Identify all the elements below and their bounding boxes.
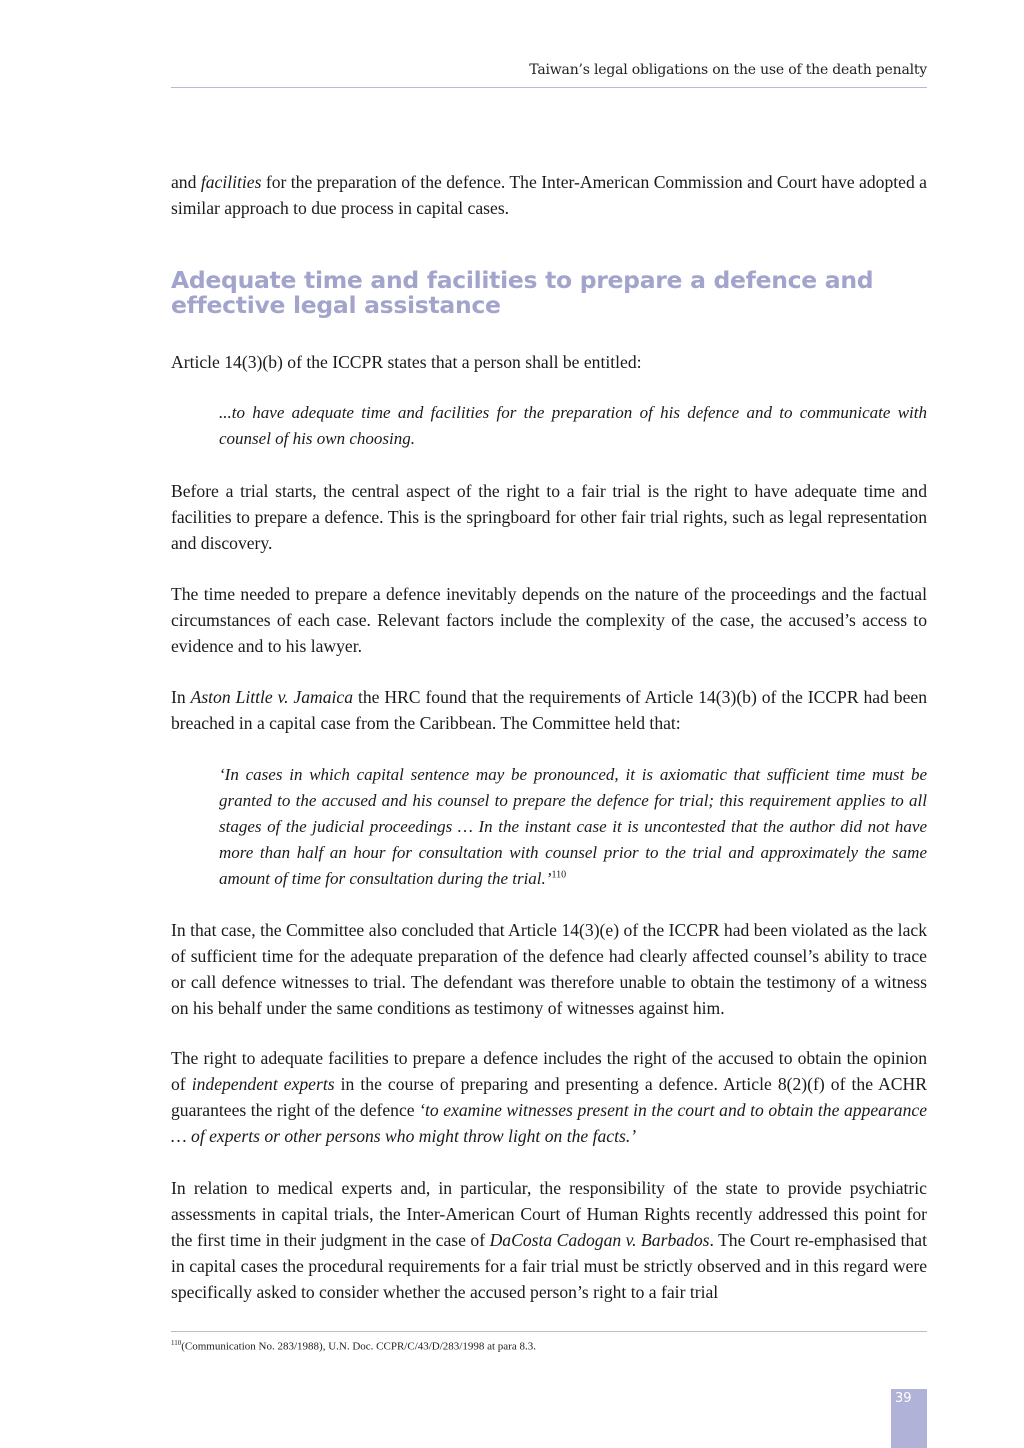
- section-heading: Adequate time and facilities to prepare a defence and effective legal assistance: [171, 266, 874, 319]
- page-number-tab: [891, 1389, 927, 1448]
- page-number: 39: [895, 1391, 912, 1406]
- footnote-110: [171, 1339, 927, 1353]
- emphasis-text: facilities: [200, 172, 262, 192]
- text: in the course of preparing and presenting a defence. Article 8(2)(f) of the ACHR guarantees the right of the defence: [171, 1074, 927, 1120]
- text: In: [171, 687, 191, 707]
- emphasis-text: independent experts: [191, 1074, 335, 1094]
- footnote-reference[interactable]: 110: [551, 869, 567, 881]
- paragraph-intro: [171, 169, 927, 221]
- case-name: DaCosta Cadogan v. Barbados: [489, 1230, 710, 1250]
- header-divider: [171, 87, 927, 88]
- footnote-text: (Communication No. 283/1988), U.N. Doc. CCPR/C/43/D/283/1998 at para 8.3.: [181, 1340, 536, 1353]
- inline-quote: ‘to examine witnesses present in the court and to obtain the appearance … of experts or other persons who might throw light on the facts.’: [171, 1100, 927, 1146]
- footnote-number: 110: [171, 1339, 182, 1347]
- text: for the preparation of the defence. The Inter-American Commission and Court have adopted a similar approach to due process in capital cases.: [171, 172, 927, 218]
- text: The right to adequate facilities to prepare a defence includes the right of the accused to obtain the opinion of: [171, 1048, 927, 1094]
- block-quote-iccpr: ...to have adequate time and facilities for the preparation of his defence and to communicate with counsel of his own choosing.: [219, 403, 927, 448]
- paragraph-aston-little: [171, 684, 927, 736]
- paragraph-article-14e: In that case, the Committee also concluded that Article 14(3)(e) of the ICCPR had been violated as the lack of sufficient time for the adequate preparation of the defence had clearly affected counsel’s ability to trace or call defence witnesses to trial. The defendant was therefore unable to obtain the testimony of a witness on his behalf under the same conditions as testimony of witnesses against him.: [171, 920, 927, 1018]
- running-header-title: Taiwan’s legal obligations on the use of the death penalty: [529, 62, 927, 78]
- text: and: [171, 172, 201, 192]
- text: . The Court re-emphasised that in capital cases the procedural requirements for a fair trial must be strictly observed and in this regard were specifically asked to consider whether the accused person’s right to a fair trial: [171, 1230, 927, 1302]
- paragraph-article-14: Article 14(3)(b) of the ICCPR states that a person shall be entitled:: [171, 352, 642, 372]
- block-quote-committee: [219, 762, 927, 892]
- paragraph-independent-experts: [171, 1045, 927, 1149]
- case-name: Aston Little v. Jamaica: [190, 687, 354, 707]
- paragraph-time-needed: The time needed to prepare a defence inevitably depends on the nature of the proceedings and the factual circumstances of each case. Relevant factors include the complexity of the case, the accused’s access to evidence and to his lawyer.: [171, 584, 927, 656]
- paragraph-before-trial: Before a trial starts, the central aspect of the right to a fair trial is the right to have adequate time and facilities to prepare a defence. This is the springboard for other fair trial rights, such as legal representation and discovery.: [171, 481, 927, 553]
- paragraph-medical-experts: [171, 1175, 927, 1305]
- text: the HRC found that the requirements of Article 14(3)(b) of the ICCPR had been breached in a capital case from the Caribbean. The Committee held that:: [171, 687, 928, 733]
- footnote-divider: [171, 1331, 927, 1332]
- text: In relation to medical experts and, in particular, the responsibility of the state to provide psychiatric assessments in capital trials, the Inter-American Court of Human Rights recently addressed this point for the first time in their judgment in the case of: [171, 1178, 927, 1250]
- quote-text: ‘In cases in which capital sentence may be pronounced, it is axiomatic that sufficient time must be granted to the accused and his counsel to prepare the defence for trial; this requirement applies to all stages of the judicial proceedings … In the instant case it is uncontested that the author did not have more than half an hour for consultation with counsel prior to the trial and approximately the same amount of time for consultation during the trial.’: [219, 765, 927, 888]
